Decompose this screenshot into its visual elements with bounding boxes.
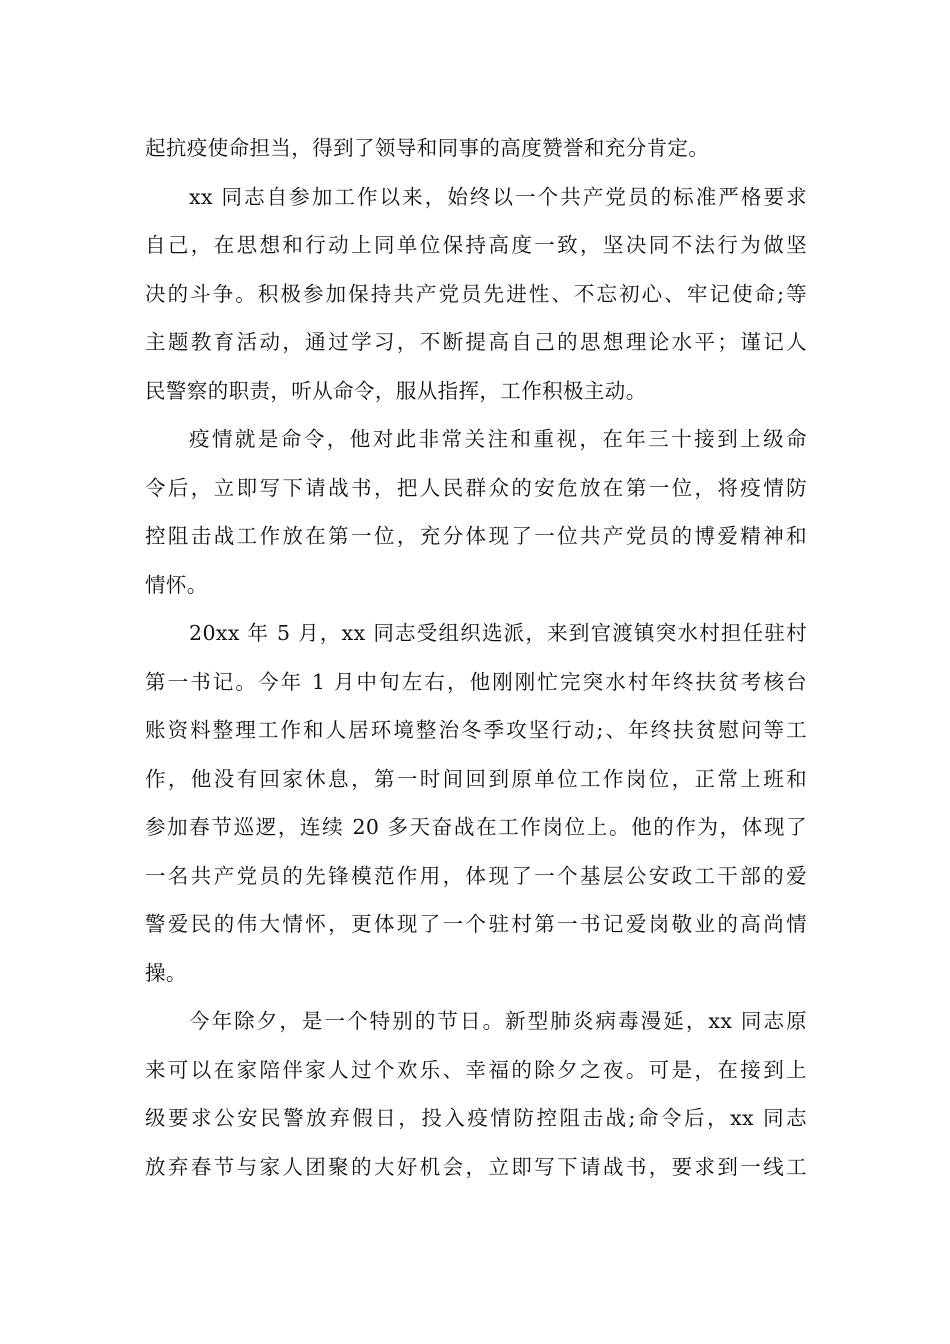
- text-line: 来可以在家陪伴家人过个欢乐、幸福的除夕之夜。可是，在接到上: [145, 1057, 807, 1082]
- text-line: xx 同志自参加工作以来，始终以一个共产党员的标准严格要求: [189, 184, 807, 209]
- text-line: 决的斗争。积极参加保持共产党员先进性、不忘初心、牢记使命;等: [145, 281, 807, 306]
- text-line: 账资料整理工作和人居环境整治冬季攻坚行动;、年终扶贫慰问等工: [145, 718, 807, 742]
- paragraph-1: [145, 124, 807, 173]
- text-line: 作，他没有回家休息，第一时间回到原单位工作岗位，正常上班和: [145, 766, 807, 791]
- text-line: 今年除夕，是一个特别的节日。新型肺炎病毒漫延，xx 同志原: [189, 1009, 807, 1033]
- text-line: 一名共产党员的先锋模范作用，体现了一个基层公安政工干部的爱: [145, 863, 807, 888]
- text-line: 放弃春节与家人团聚的大好机会，立即写下请战书，要求到一线工: [145, 1154, 807, 1179]
- text-line: 20xx 年 5 月，xx 同志受组织选派，来到官渡镇突水村担任驻村: [189, 621, 807, 645]
- paragraph-5: [145, 997, 807, 1191]
- text-line: 主题教育活动，通过学习，不断提高自己的思想理论水平；谨记人: [145, 330, 807, 354]
- text-line: 情怀。: [145, 572, 208, 597]
- text-line: 自己，在思想和行动上同单位保持高度一致，坚决同不法行为做坚: [145, 233, 807, 257]
- text-line: 起抗疫使命担当，得到了领导和同事的高度赞誉和充分肯定。: [145, 136, 710, 160]
- document-body: [145, 124, 807, 1191]
- text-line: 操。: [145, 960, 187, 985]
- text-line: 民警察的职责，听从命令，服从指挥，工作积极主动。: [145, 378, 647, 403]
- text-line: 控阻击战工作放在第一位，充分体现了一位共产党员的博爱精神和: [145, 524, 807, 548]
- text-line: 令后，立即写下请战书，把人民群众的安危放在第一位，将疫情防: [145, 475, 807, 500]
- text-line: 警爱民的伟大情怀，更体现了一个驻村第一书记爱岗敬业的高尚情: [145, 912, 807, 936]
- text-line: 疫情就是命令，他对此非常关注和重视，在年三十接到上级命: [189, 427, 807, 451]
- paragraph-2: [145, 173, 807, 416]
- paragraph-3: [145, 415, 807, 609]
- text-line: 参加春节巡逻，连续 20 多天奋战在工作岗位上。他的作为，体现了: [145, 815, 807, 839]
- paragraph-4: [145, 609, 807, 997]
- text-line: 级要求公安民警放弃假日，投入疫情防控阻击战;命令后，xx 同志: [145, 1106, 807, 1130]
- text-line: 第一书记。今年 1 月中旬左右，他刚刚忙完突水村年终扶贫考核台: [145, 669, 807, 694]
